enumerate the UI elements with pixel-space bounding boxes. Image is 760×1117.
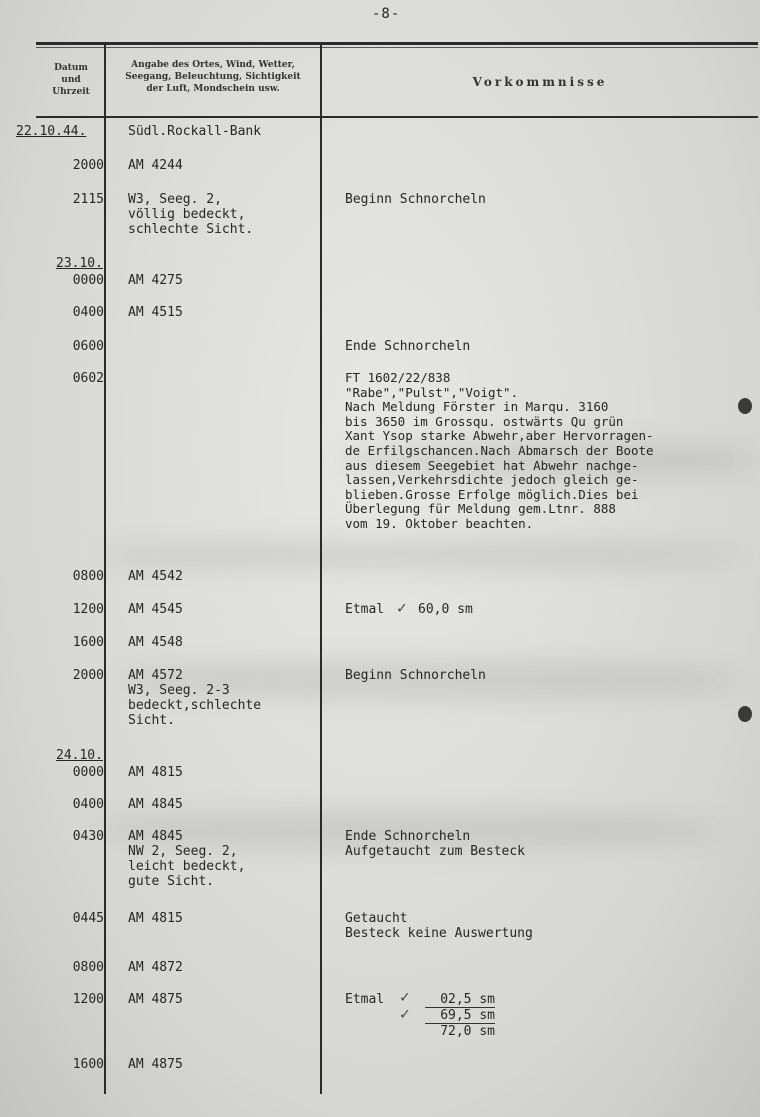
page-number: -8- xyxy=(372,6,401,22)
place-cell: AM 4542 xyxy=(128,569,183,584)
time-cell: 0000 xyxy=(72,273,104,288)
place-cell: AM 4872 xyxy=(128,960,183,975)
time-cell: 0800 xyxy=(72,960,104,975)
date-entry: 24.10. xyxy=(56,748,103,763)
time-cell: 1200 xyxy=(72,602,104,617)
etmal-calculation xyxy=(425,992,495,1039)
place-cell: AM 4815 xyxy=(128,911,183,926)
time-cell: 0400 xyxy=(72,797,104,812)
time-cell: 2115 xyxy=(72,192,104,207)
time-cell: 1600 xyxy=(72,635,104,650)
header-place-line: Seegang, Beleuchtung, Sichtigkeit xyxy=(125,72,301,82)
time-cell: 0800 xyxy=(72,569,104,584)
header-place-line: Angabe des Ortes, Wind, Wetter, xyxy=(131,60,295,70)
place-cell: AM 4845 NW 2, Seeg. 2, leicht bedeckt, gute Sicht. xyxy=(128,829,246,889)
etmal-calc-line: 69,5 sm xyxy=(425,1008,495,1024)
header-rule-thin xyxy=(36,47,758,48)
header-date-line: und xyxy=(61,75,81,85)
header-date-column xyxy=(40,62,102,98)
time-cell: 0600 xyxy=(72,339,104,354)
time-cell: 0430 xyxy=(72,829,104,844)
smudge xyxy=(100,540,740,570)
place-cell: AM 4815 xyxy=(128,765,183,780)
check-mark-icon: ✓ xyxy=(400,1004,410,1023)
time-cell: 0445 xyxy=(72,911,104,926)
event-cell: Etmal xyxy=(345,602,385,617)
time-cell: 0400 xyxy=(72,305,104,320)
place-cell: AM 4548 xyxy=(128,635,183,650)
time-cell: 0000 xyxy=(72,765,104,780)
header-date-line: Datum xyxy=(54,63,88,73)
etmal-calc-line: 02,5 sm xyxy=(425,992,495,1008)
punch-hole-icon xyxy=(738,398,752,414)
check-mark-icon: ✓ xyxy=(400,987,410,1006)
etmal-calc-line: 72,0 sm xyxy=(440,1024,495,1039)
place-cell: AM 4875 xyxy=(128,992,183,1007)
place-cell: AM 4515 xyxy=(128,305,183,320)
time-cell: 0602 xyxy=(72,371,104,386)
time-cell: 1200 xyxy=(72,992,104,1007)
place-cell: AM 4244 xyxy=(128,158,183,173)
time-cell: 2000 xyxy=(72,158,104,173)
place-cell: AM 4545 xyxy=(128,602,183,617)
header-place-line: der Luft, Mondschein usw. xyxy=(146,84,280,94)
radio-message: FT 1602/22/838 "Rabe","Pulst","Voigt". Nach Meldung Förster in Marqu. 3160 bis 3650 im Grossqu. ostwärts Qu grün Xant Ysop starke Abwehr,aber Hervorragen- de Erfilgschancen.Nach Abmarsch der Boote aus diesem Seegebiet hat Abwehr nachge- lassen,Verkehrsdichte jedoch gleich ge- blieben.Grosse Erfolge möglich.Dies bei Überlegung für Meldung gem.Ltnr. 888 vom 19. Oktober beachten. xyxy=(345,370,654,531)
date-entry: 22.10.44. xyxy=(16,124,87,139)
event-cell: Beginn Schnorcheln xyxy=(345,668,486,683)
time-cell: 1600 xyxy=(72,1057,104,1072)
header-events-column: Vorkommnisse xyxy=(472,75,608,89)
event-cell: Etmal xyxy=(345,992,385,1007)
header-place-column xyxy=(108,59,318,95)
date-entry: 23.10. xyxy=(56,256,103,271)
event-cell: Ende Schnorcheln Aufgetaucht zum Besteck xyxy=(345,829,526,859)
place-cell: AM 4275 xyxy=(128,273,183,288)
header-bottom-rule xyxy=(36,116,758,118)
column-divider-1 xyxy=(104,44,106,1094)
time-cell: 2000 xyxy=(72,668,104,683)
place-cell: AM 4572 W3, Seeg. 2-3 bedeckt,schlechte Sicht. xyxy=(128,668,262,728)
event-cell: Ende Schnorcheln xyxy=(345,339,471,354)
place-cell: W3, Seeg. 2, völlig bedeckt, schlechte Sicht. xyxy=(128,192,254,237)
etmal-value: 60,0 sm xyxy=(418,602,473,617)
place-cell: AM 4845 xyxy=(128,797,183,812)
place-cell: Südl.Rockall-Bank xyxy=(128,124,262,139)
event-cell: Beginn Schnorcheln xyxy=(345,192,486,207)
event-cell: Getaucht Besteck keine Auswertung xyxy=(345,911,533,941)
header-date-line: Uhrzeit xyxy=(52,87,90,97)
place-cell: AM 4875 xyxy=(128,1057,183,1072)
check-mark-icon: ✓ xyxy=(397,598,407,617)
column-divider-2 xyxy=(320,44,322,1094)
header-rule xyxy=(36,42,758,45)
punch-hole-icon xyxy=(738,706,752,722)
